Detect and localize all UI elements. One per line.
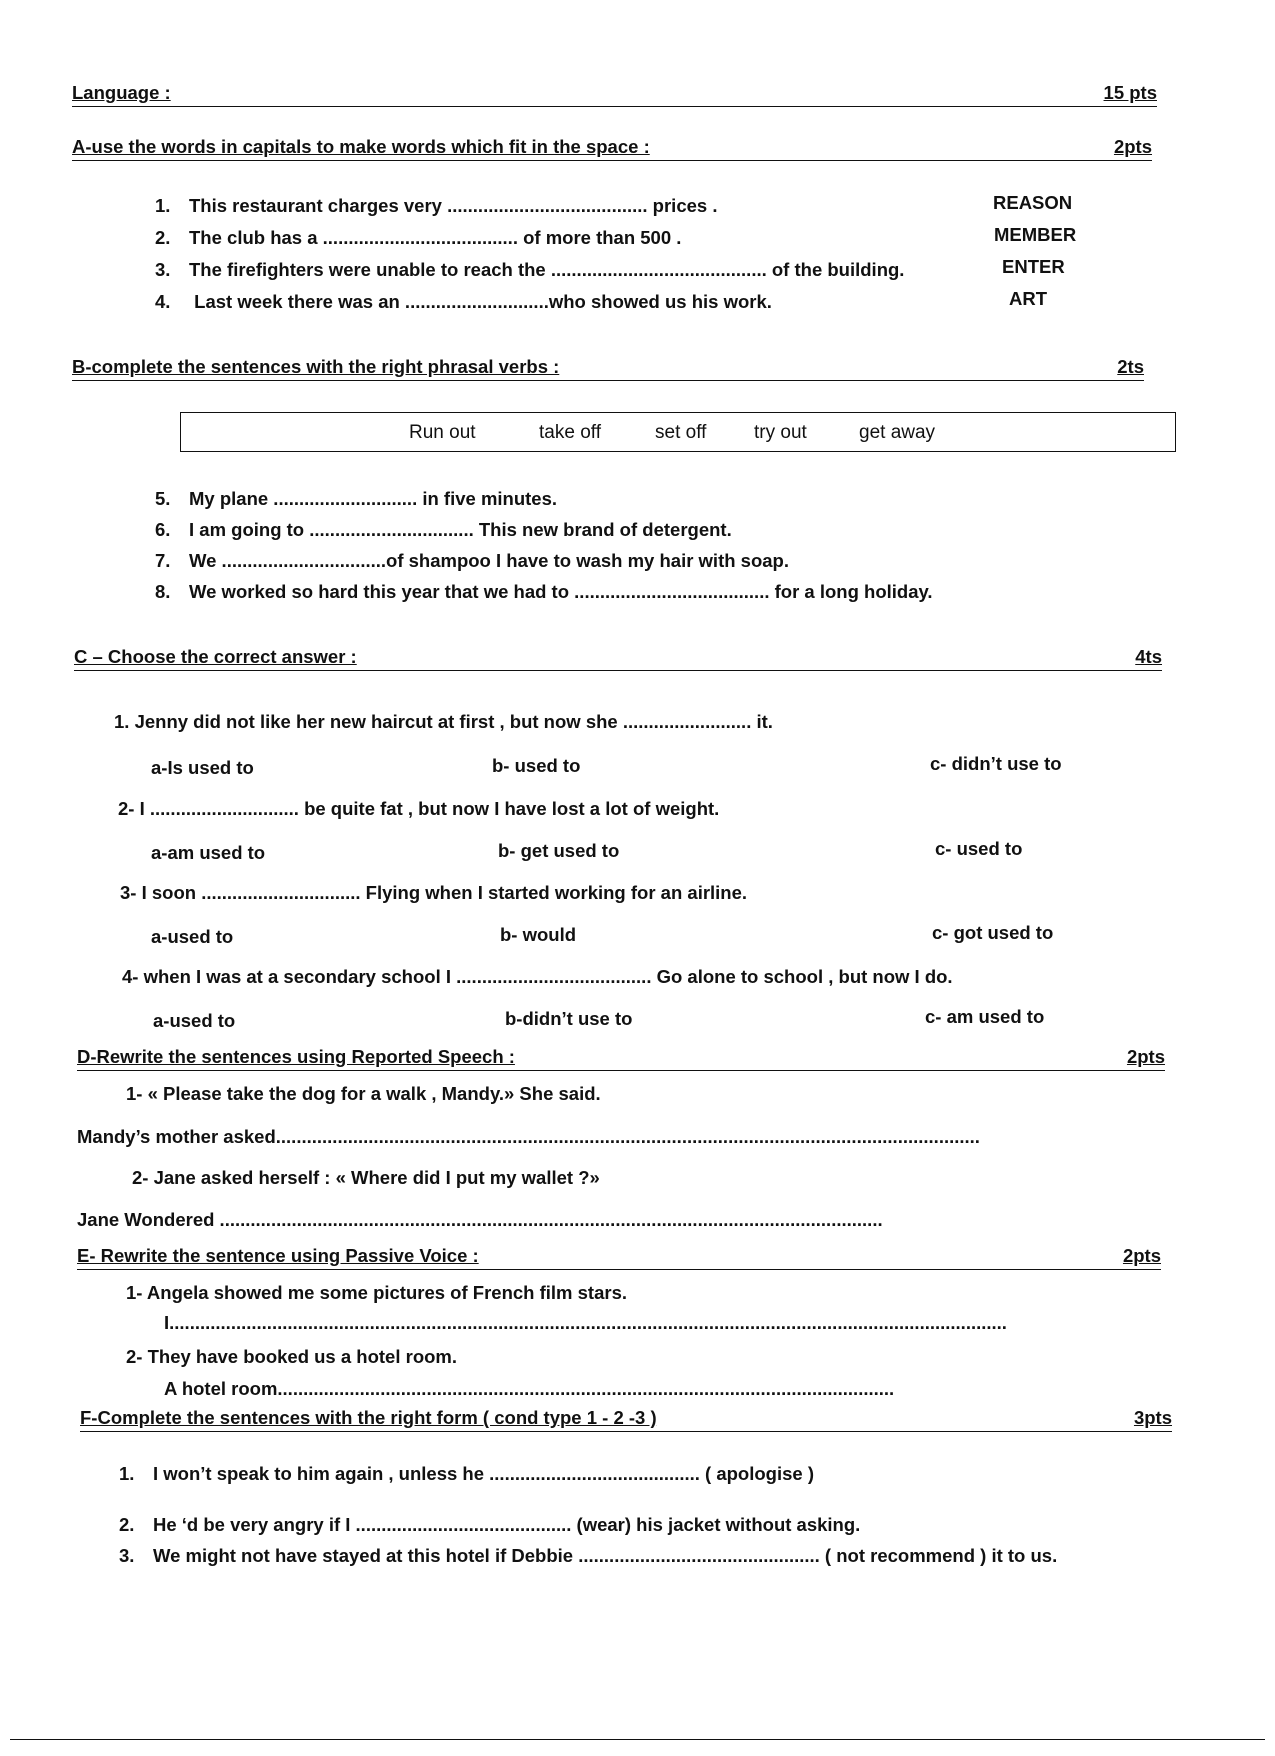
section-d-header — [77, 1044, 1165, 1071]
section-a-title: A-use the words in capitals to make words which fit in the space : — [72, 136, 650, 157]
item-number: 2. — [119, 1514, 135, 1535]
option-a: a-am used to — [151, 842, 266, 863]
section-e-title: E- Rewrite the sentence using Passive Voice : — [77, 1245, 479, 1266]
section-b-header — [72, 354, 1144, 381]
question-c2: 2- I ............................. be quite fat , but now I have lost a lot of weight. — [118, 798, 720, 819]
language-title: Language : — [72, 82, 171, 103]
option-b: b- used to — [492, 755, 581, 776]
section-b-title: B-complete the sentences with the right phrasal verbs : — [72, 356, 560, 377]
question-e1: 1- Angela showed me some pictures of French film stars. — [126, 1282, 627, 1303]
section-b-item-5 — [155, 488, 557, 510]
section-e-header — [77, 1243, 1161, 1270]
box-word-take-off: take off — [539, 422, 601, 443]
item-text: Last week there was an ............................who showed us his work. — [189, 291, 772, 312]
capital-word: ENTER — [1002, 256, 1065, 277]
box-word-run-out: Run out — [409, 422, 476, 443]
section-e-points: 2pts — [1122, 1245, 1161, 1266]
item-number: 2. — [155, 227, 171, 248]
footer-divider — [10, 1739, 1265, 1740]
option-c: c- didn’t use to — [930, 753, 1062, 774]
question-c3: 3- I soon ............................... Flying when I started working for an airline. — [120, 882, 748, 903]
option-a: a-Is used to — [151, 757, 254, 778]
item-text: My plane ............................ in five minutes. — [189, 488, 558, 509]
item-text: We might not have stayed at this hotel if Debbie ............................................... ( not recommend ) it to us. — [153, 1545, 1058, 1566]
language-header — [72, 80, 1157, 107]
item-text: I am going to ................................ This new brand of detergent. — [189, 519, 732, 540]
section-b-item-7 — [155, 550, 789, 572]
item-text: He ‘d be very angry if I .......................................... (wear) his jacket without asking. — [153, 1514, 861, 1535]
answer-line-e1: I................................................................................................................................................................... — [164, 1312, 1007, 1333]
section-a-item-1 — [155, 195, 717, 217]
item-number: 6. — [155, 519, 171, 540]
question-c1: 1. Jenny did not like her new haircut at first , but now she ......................... it. — [114, 711, 773, 732]
section-a-item-4 — [155, 291, 772, 313]
item-text: I won’t speak to him again , unless he ......................................... ( apologise ) — [153, 1463, 814, 1484]
question-d2: 2- Jane asked herself : « Where did I put my wallet ?» — [132, 1167, 600, 1188]
capital-word: ART — [1009, 288, 1048, 309]
item-text: We ................................of shampoo I have to wash my hair with soap. — [189, 550, 789, 571]
section-b-item-6 — [155, 519, 732, 541]
option-c: c- got used to — [932, 922, 1054, 943]
item-number: 8. — [155, 581, 171, 602]
answer-line-d1: Mandy’s mother asked......................................................................................................................................... — [77, 1126, 980, 1147]
section-a-points: 2pts — [1113, 136, 1152, 157]
question-c4: 4- when I was at a secondary school I ...................................... Go alone to school , but now I do. — [122, 966, 953, 987]
language-points: 15 pts — [1103, 82, 1157, 103]
item-number: 5. — [155, 488, 171, 509]
option-c: c- used to — [935, 838, 1023, 859]
option-a: a-used to — [151, 926, 234, 947]
item-text: We worked so hard this year that we had to ...................................... for a long holiday. — [189, 581, 933, 602]
section-c-points: 4ts — [1135, 646, 1162, 667]
item-text: The firefighters were unable to reach the .......................................... of the building. — [189, 259, 905, 280]
section-f-points: 3pts — [1133, 1407, 1172, 1428]
option-c: c- am used to — [925, 1006, 1045, 1027]
box-word-try-out: try out — [754, 422, 807, 443]
section-d-title: D-Rewrite the sentences using Reported Speech : — [77, 1046, 515, 1067]
section-c-title: C – Choose the correct answer : — [74, 646, 357, 667]
section-a-header — [72, 134, 1152, 161]
section-c-header — [74, 644, 1162, 671]
section-b-points: 2ts — [1117, 356, 1144, 377]
section-b-item-8 — [155, 581, 933, 603]
phrasal-verbs-box — [180, 412, 1176, 452]
option-b: b-didn’t use to — [505, 1008, 633, 1029]
item-number: 3. — [155, 259, 171, 280]
section-f-title: F-Complete the sentences with the right form ( cond type 1 - 2 -3 ) — [80, 1407, 657, 1428]
capital-word: MEMBER — [994, 224, 1077, 245]
section-f-item-2 — [119, 1514, 860, 1536]
question-d1: 1- « Please take the dog for a walk , Mandy.» She said. — [126, 1083, 601, 1104]
box-word-get-away: get away — [859, 422, 936, 443]
item-text: This restaurant charges very ....................................... prices . — [189, 195, 718, 216]
section-f-item-1 — [119, 1463, 814, 1485]
answer-line-d2: Jane Wondered ................................................................................................................................. — [77, 1209, 883, 1230]
option-a: a-used to — [153, 1010, 236, 1031]
option-b: b- would — [500, 924, 577, 945]
item-number: 1. — [155, 195, 171, 216]
section-a-item-2 — [155, 227, 681, 249]
section-f-header — [80, 1405, 1172, 1432]
section-f-item-3 — [119, 1545, 1057, 1567]
item-number: 1. — [119, 1463, 135, 1484]
capital-word: REASON — [993, 192, 1073, 213]
question-e2: 2- They have booked us a hotel room. — [126, 1346, 458, 1367]
section-a-item-3 — [155, 259, 904, 281]
item-number: 4. — [155, 291, 171, 312]
box-word-set-off: set off — [655, 422, 707, 443]
item-number: 7. — [155, 550, 171, 571]
option-b: b- get used to — [498, 840, 620, 861]
item-number: 3. — [119, 1545, 135, 1566]
item-text: The club has a ...................................... of more than 500 . — [189, 227, 682, 248]
section-d-points: 2pts — [1126, 1046, 1165, 1067]
answer-line-e2: A hotel room........................................................................................................................ — [164, 1378, 895, 1399]
